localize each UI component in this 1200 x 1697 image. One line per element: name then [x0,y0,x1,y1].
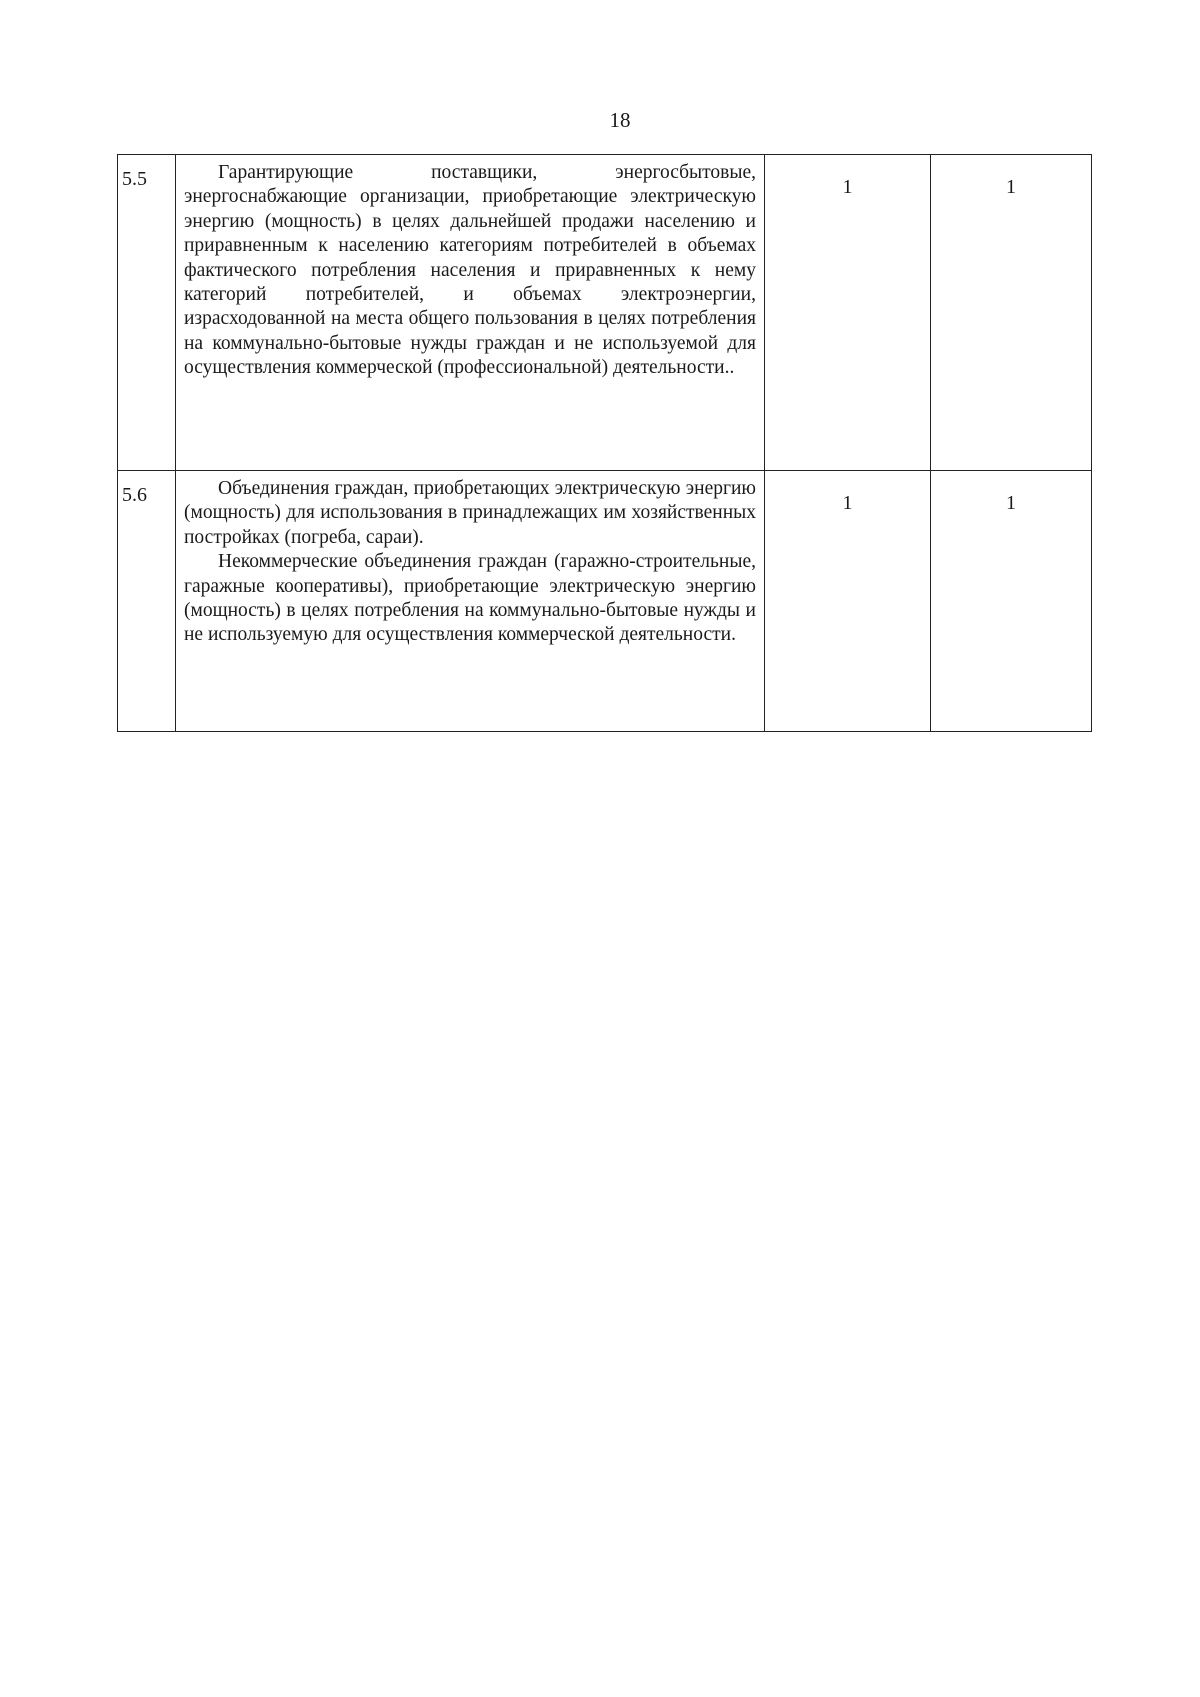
description-paragraph: Объединения граждан, приобретающих электрическую энергию (мощность) для использования в принадлежащих им хозяйственных постройках (погреба, сараи). [184,478,756,548]
row-description [176,155,765,471]
description-paragraph: Некоммерческие объединения граждан (гаражно-строительные, гаражные кооперативы), приобретающие электрическую энергию (мощность) в целях потребления на коммунально-бытовые нужды и не используемую для осуществления коммерческой деятельности. [184,551,756,646]
row-value-1: 1 [765,155,931,471]
row-value-2: 1 [931,471,1092,732]
row-value-1: 1 [765,471,931,732]
tariff-table [117,154,1092,732]
row-value-2: 1 [931,155,1092,471]
table-row [118,155,1092,471]
row-number: 5.6 [118,471,176,732]
page-number: 18 [609,108,631,132]
row-number: 5.5 [118,155,176,471]
table-row [118,471,1092,732]
description-paragraph: Гарантирующие поставщики, энергосбытовые, энергоснабжающие организации, приобретающие электрическую энергию (мощность) в целях дальнейшей продажи населению и приравненным к населению категориям потребителей в объемах фактического потребления населения и приравненных к нему категорий потребителей, и объемах электроэнергии, израсходованной на места общего пользования в целях потребления на коммунально-бытовые нужды граждан и не используемой для осуществления коммерческой (профессиональной) деятельности.. [184,162,756,379]
row-description [176,471,765,732]
